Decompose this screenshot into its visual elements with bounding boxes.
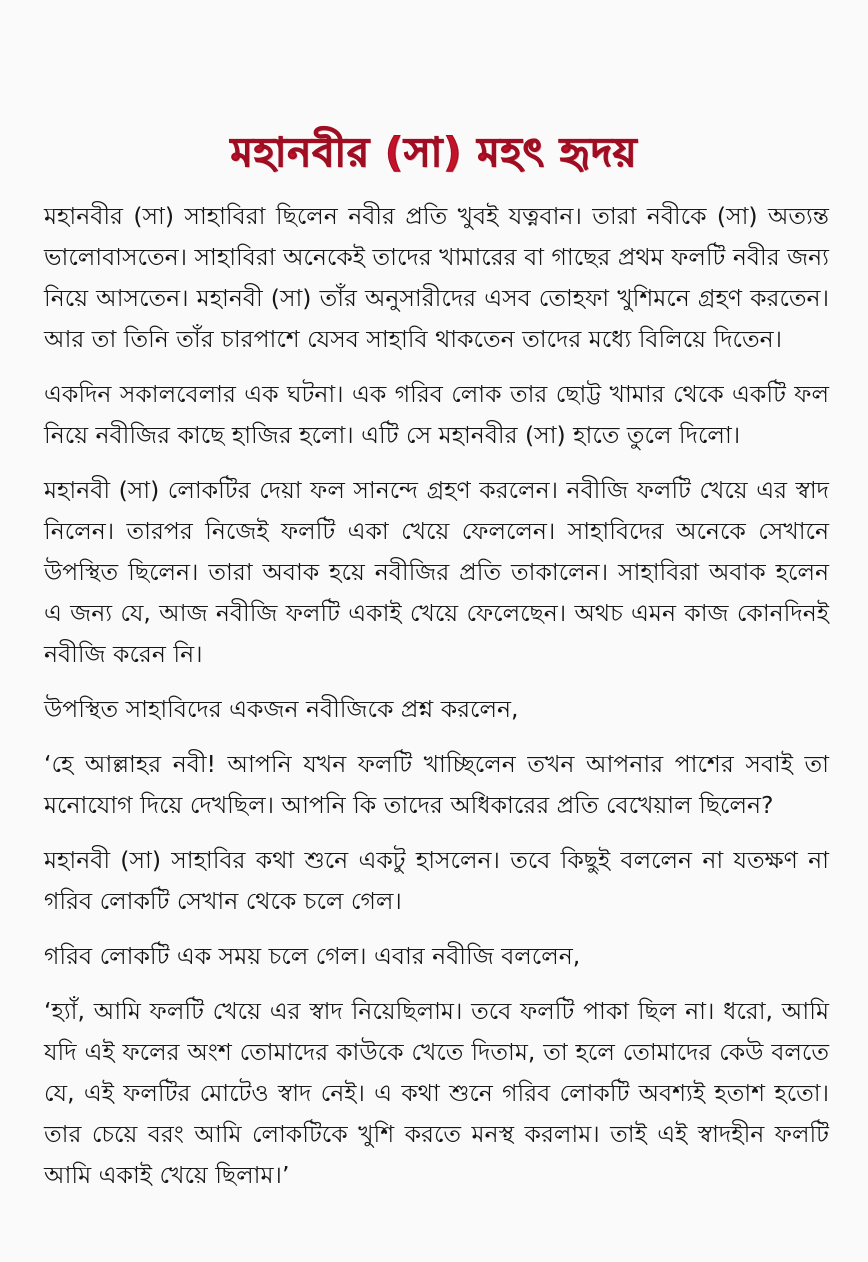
story-body bbox=[44, 196, 829, 1210]
paragraph-1: মহানবীর (সা) সাহাবিরা ছিলেন নবীর প্রতি খুবই যত্নবান। তারা নবীকে (সা) অত্যন্ত ভালোবাসতেন। সাহাবিরা অনেকেই তাদের খামারের বা গাছের প্রথম ফলটি নবীর জন্য নিয়ে আসতেন। মহানবী (সা) তাঁর অনুসারীদের এসব তোহফা খুশিমনে গ্রহণ করতেন। আর তা তিনি তাঁর চারপাশে যেসব সাহাবি থাকতেন তাদের মধ্যে বিলিয়ে দিতেন। bbox=[44, 202, 829, 353]
page-title: মহানবীর (সা) মহৎ হৃদয় bbox=[230, 129, 638, 176]
paragraph-4: উপস্থিত সাহাবিদের একজন নবীজিকে প্রশ্ন করলেন, bbox=[44, 695, 519, 723]
paragraph-6: মহানবী (সা) সাহাবির কথা শুনে একটু হাসলেন। তবে কিছুই বললেন না যতক্ষণ না গরিব লোকটি সেখান থেকে চলে গেল। bbox=[44, 846, 829, 915]
paragraph-3: মহানবী (সা) লোকটির দেয়া ফল সানন্দে গ্রহণ করলেন। নবীজি ফলটি খেয়ে এর স্বাদ নিলেন। তারপর নিজেই ফলটি একা খেয়ে ফেললেন। সাহাবিদের অনেকে সেখানে উপস্থিত ছিলেন। তারা অবাক হয়ে নবীজির প্রতি তাকালেন। সাহাবিরা অবাক হলেন এ জন্য যে, আজ নবীজি ফলটি একাই খেয়ে ফেলেছেন। অথচ এমন কাজ কোনদিনই নবীজি করেন নি। bbox=[44, 476, 829, 668]
paragraph-8: ‘হ্যাঁ, আমি ফলটি খেয়ে এর স্বাদ নিয়েছিলাম। তবে ফলটি পাকা ছিল না। ধরো, আমি যদি এই ফলের অংশ তোমাদের কাউকে খেতে দিতাম, তা হলে তোমাদের কেউ বলতে যে, এই ফলটির মোটেও স্বাদ নেই। এ কথা শুনে গরিব লোকটি অবশ্যই হতাশ হতো। তার চেয়ে বরং আমি লোকটিকে খুশি করতে মনস্থ করলাম। তাই এই স্বাদহীন ফলটি আমি একাই খেয়ে ছিলাম।’ bbox=[44, 997, 829, 1189]
paragraph-7: গরিব লোকটি এক সময় চলে গেল। এবার নবীজি বললেন, bbox=[44, 942, 581, 970]
paragraph-2: একদিন সকালবেলার এক ঘটনা। এক গরিব লোক তার ছোট্ট খামার থেকে একটি ফল নিয়ে নবীজির কাছে হাজির হলো। এটি সে মহানবীর (সা) হাতে তুলে দিলো। bbox=[44, 380, 829, 449]
paragraph-5: ‘হে আল্লাহর নবী! আপনি যখন ফলটি খাচ্ছিলেন তখন আপনার পাশের সবাই তা মনোযোগ দিয়ে দেখছিল। আপনি কি তাদের অধিকারের প্রতি বেখেয়াল ছিলেন? bbox=[44, 750, 829, 819]
